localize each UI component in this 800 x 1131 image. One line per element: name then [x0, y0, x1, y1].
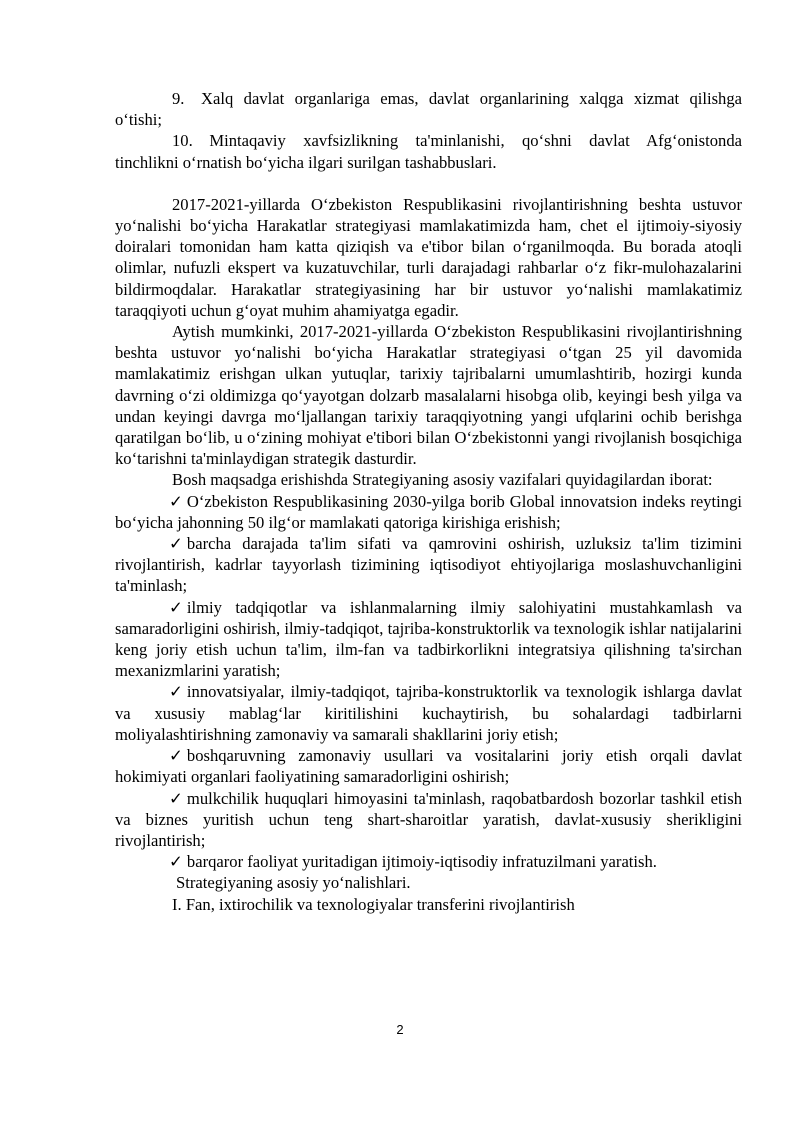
body-paragraph: Bosh maqsadga erishishda Strategiyaning asosiy vazifalari quyidagilardan iborat:: [172, 470, 713, 490]
check-list-item-text: mulkchilik huquqlari himoyasini ta'minlash, raqobatbardosh bozorlar tashkil etish va biznes yuritish uchun teng shart-sharoitlar yaratish, davlat-xususiy sherikligini rivojlantirish;: [115, 788, 742, 850]
check-list-item-text: boshqaruvning zamonaviy usullari va vositalarini joriy etish orqali davlat hokimiyati organlari faoliyatining samaradorligini oshirish;: [115, 746, 742, 787]
check-mark-icon: ✓: [169, 491, 183, 511]
check-list-item-text: Oʻzbekiston Respublikasining 2030-yilga borib Global innovatsion indeks reytingi boʻyicha jahonning 50 ilgʻor mamlakati qatoriga kirishiga erishish;: [115, 491, 742, 532]
list-item-10: 10. Mintaqaviy xavfsizlikning ta'minlanishi, qoʻshni davlat Afgʻonistonda tinchlikni oʻrnatish boʻyicha ilgari surilgan tashabbuslari.: [115, 131, 742, 172]
check-list-item: [115, 851, 742, 872]
check-mark-icon: ✓: [169, 534, 183, 554]
subsection-heading: I. Fan, ixtirochilik va texnologiyalar transferini rivojlantirish: [172, 894, 575, 914]
check-list-item: [115, 597, 742, 682]
body-paragraph: 2017-2021-yillarda Oʻzbekiston Respublikasini rivojlantirishning beshta ustuvor yoʻnalishi boʻyicha Harakatlar strategiyasi mamlakatimizda ham, chet el ijtimoiy-siyosiy doiralari tomonidan ham katta qiziqish va e'tibor bilan oʻrganilmoqda. Bu borada atoqli olimlar, nufuzli ekspert va kuzatuvchilar, turli darajadagi rahbarlar oʻz fikr-mulohazalarini bildirmoqdalar. Harakatlar strategiyasining har bir ustuvor yoʻnalishi mamlakatimiz taraqqiyoti uchun gʻoyat muhim ahamiyatga egadir.: [115, 194, 742, 320]
check-mark-icon: ✓: [169, 597, 183, 617]
body-paragraph: Aytish mumkinki, 2017-2021-yillarda Oʻzbekiston Respublikasini rivojlantirishning beshta ustuvor yoʻnalishi boʻyicha Harakatlar strategiyasi oʻtgan 25 yil davomida mamlakatimiz erishgan ulkan yutuqlar, tarixiy tajribalarni umumlashtirib, hozirgi kunda davrning oʻzi oldimizga qoʻyayotgan dolzarb masalalarni hisobga olib, keyingi besh yilga va undan keyingi davrga moʻljallangan tarixiy taraqqiyotning yangi ufqlarini ochib berishga qaratilgan boʻlib, u oʻzining mohiyat e'tibori bilan Oʻzbekistonni yangi rivojlanish bosqichiga koʻtarishni ta'minlaydigan strategik dasturdir.: [115, 322, 742, 469]
document-page: [115, 88, 742, 915]
page-number: 2: [396, 1022, 404, 1037]
list-item-9: 9. Xalq davlat organlariga emas, davlat organlarining xalqga xizmat qilishga oʻtishi;: [115, 89, 742, 130]
check-list-item: [115, 533, 742, 597]
section-heading: Strategiyaning asosiy yoʻnalishlari.: [176, 873, 411, 893]
check-list-item: [115, 788, 742, 852]
check-mark-icon: ✓: [169, 788, 183, 808]
check-list-item-text: barcha darajada ta'lim sifati va qamrovini oshirish, uzluksiz ta'lim tizimini rivojlantirish, kadrlar tayyorlash tizimining iqtisodiyot ehtiyojlariga moslashuvchanligini ta'minlash;: [115, 534, 742, 596]
check-list-item-text: barqaror faoliyat yuritadigan ijtimoiy-iqtisodiy infratuzilmani yaratish.: [186, 852, 657, 872]
check-list-item: [115, 745, 742, 787]
check-list-item-text: ilmiy tadqiqotlar va ishlanmalarning ilmiy salohiyatini mustahkamlash va samaradorligini oshirish, ilmiy-tadqiqot, tajriba-konstruktorlik va texnologik ishlar natijalarini keng joriy etish uchun ta'lim, ilm-fan va tadbirkorlikni integratsiya qilishning ta'sirchan mexanizmlarini yaratish;: [115, 597, 742, 681]
check-list-item: [115, 681, 742, 745]
check-list-item: [115, 491, 742, 533]
check-mark-icon: ✓: [169, 746, 183, 766]
check-mark-icon: ✓: [169, 682, 183, 702]
check-mark-icon: ✓: [169, 852, 183, 872]
check-list-item-text: innovatsiyalar, ilmiy-tadqiqot, tajriba-konstruktorlik va texnologik ishlarga davlat va xususiy mablagʻlar kiritilishini kuchaytirish, bu sohalardagi tadbirlarni moliyalashtirishning zamonaviy va samarali shakllarini joriy etish;: [115, 682, 742, 744]
